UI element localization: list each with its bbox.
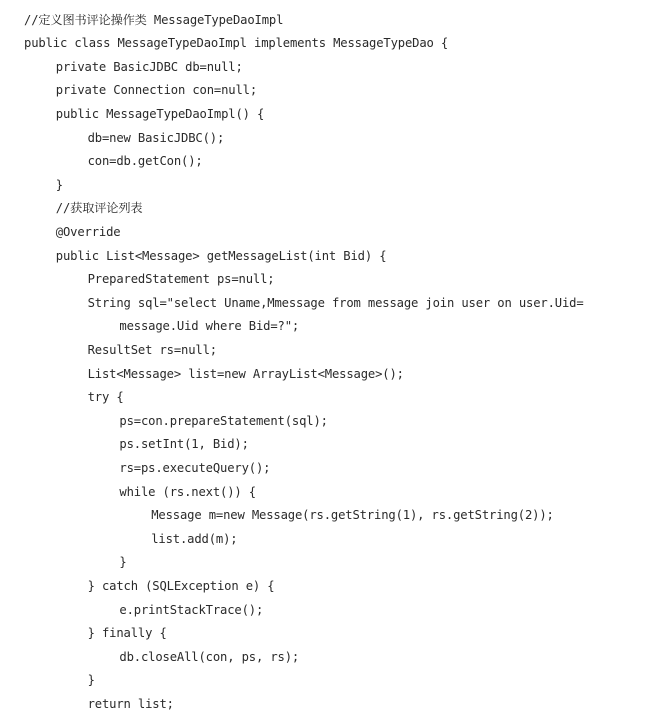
code-line: message.Uid where Bid=?"; [119, 319, 300, 334]
code-line: e.printStackTrace(); [119, 602, 264, 617]
code-line: List<Message> list=new ArrayList<Message>(); [87, 366, 404, 381]
code-line: db.closeAll(con, ps, rs); [119, 649, 300, 664]
code-line: public MessageTypeDaoImpl() { [55, 106, 265, 121]
code-line: ResultSet rs=null; [87, 342, 217, 357]
code-line: private BasicJDBC db=null; [55, 59, 243, 74]
code-line: } catch (SQLException e) { [87, 578, 275, 593]
code-line: String sql="select Uname,Mmessage from message join user on user.Uid= [87, 295, 584, 310]
code-line: con=db.getCon(); [87, 154, 203, 169]
code-line: rs=ps.executeQuery(); [119, 460, 271, 475]
code-line: Message m=new Message(rs.getString(1), rs.getString(2)); [151, 508, 554, 523]
code-line: while (rs.next()) { [119, 484, 256, 499]
code-line: //定义图书评论操作类 MessageTypeDaoImpl [24, 12, 284, 27]
code-line: @Override [55, 224, 121, 239]
code-line: ps=con.prepareStatement(sql); [119, 413, 328, 428]
code-line: db=new BasicJDBC(); [87, 130, 225, 145]
code-line: //获取评论列表 [55, 201, 143, 216]
code-line: public class MessageTypeDaoImpl implements MessageTypeDao { [24, 36, 449, 51]
code-line: try { [87, 390, 124, 405]
code-line: PreparedStatement ps=null; [87, 272, 275, 287]
code-line: } [55, 177, 63, 192]
code-line: list.add(m); [151, 531, 238, 546]
code-line: } [119, 555, 127, 570]
code-line: } finally { [87, 626, 167, 641]
code-line: private Connection con=null; [55, 83, 258, 98]
code-line: return list; [87, 696, 174, 711]
code-line: public List<Message> getMessageList(int Bid) { [55, 248, 387, 263]
code-line: } [87, 673, 95, 688]
code-line: ps.setInt(1, Bid); [119, 437, 249, 452]
